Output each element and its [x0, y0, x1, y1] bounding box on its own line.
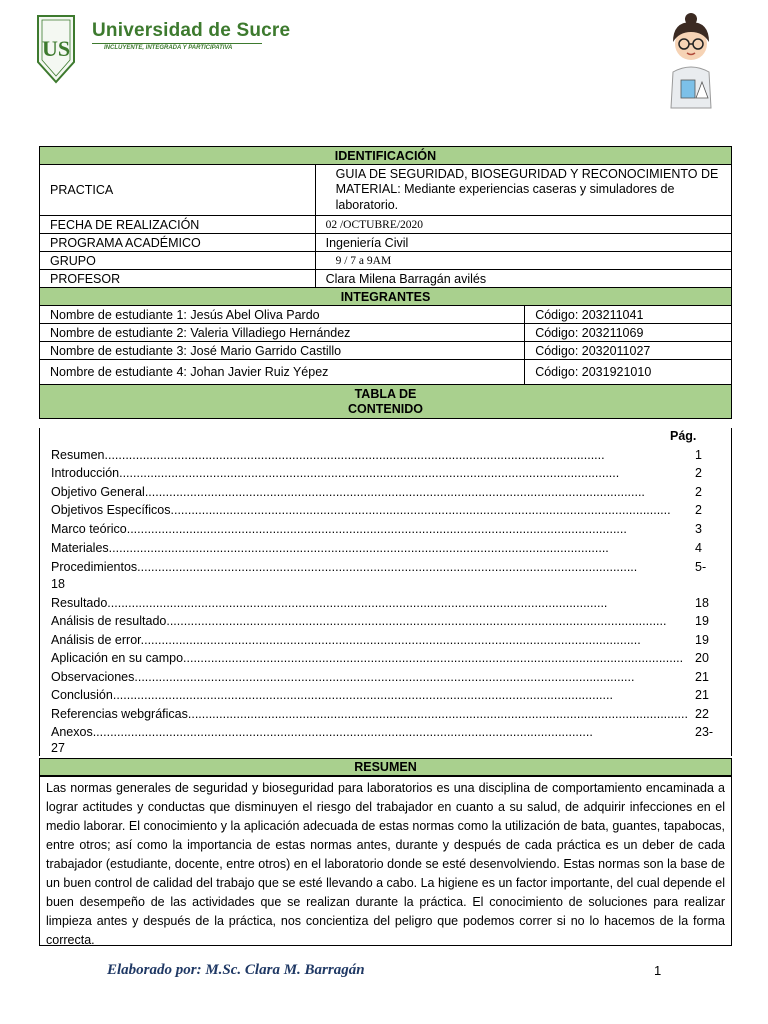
grupo-label: GRUPO — [40, 252, 316, 270]
toc-leader: ................................................................................................................................................ — [126, 522, 627, 536]
toc-leader: ................................................................................................................................................ — [137, 560, 638, 574]
university-name: Universidad de Sucre — [92, 20, 291, 41]
toc-item-page: 4 — [695, 541, 702, 555]
profesor-value: Clara Milena Barragán avilés — [315, 270, 731, 288]
toc-item-page: 2 — [695, 503, 702, 517]
toc-item-label: Anexos — [51, 725, 93, 739]
toc-item-label: Análisis de error — [51, 633, 141, 647]
toc-item — [51, 560, 701, 574]
toc-anexos-continuation: 27 — [51, 741, 65, 755]
toc-item-page: 2 — [695, 466, 702, 480]
toc-leader: ................................................................................................................................................ — [108, 541, 609, 555]
student-name: Nombre de estudiante 4: Johan Javier Ruiz Yépez — [40, 360, 525, 385]
university-slogan: INCLUYENTE, INTEGRADA Y PARTICIPATIVA — [104, 45, 233, 51]
toc-item-label: Resumen — [51, 448, 105, 462]
toc-item — [51, 725, 701, 739]
toc-item-page: 19 — [695, 614, 709, 628]
toc-leader: ................................................................................................................................................ — [119, 466, 620, 480]
practica-label: PRACTICA — [40, 165, 316, 216]
toc-item-page: 23- — [695, 725, 714, 739]
student-code: Código: 203211041 — [525, 306, 732, 324]
toc-item — [51, 651, 701, 665]
toc-item-label: Conclusión — [51, 688, 113, 702]
toc-item — [51, 633, 701, 647]
toc-item-label: Observaciones — [51, 670, 135, 684]
student-code: Código: 203211069 — [525, 324, 732, 342]
resumen-header: RESUMEN — [40, 759, 732, 776]
resumen-text: Las normas generales de seguridad y bioseguridad para laboratorios es una disciplina de comportamiento encaminada a lograr actitudes y conductas que disminuyen el riesgo del trabajador en cuanto a su salud, de adquirir infecciones en el medio laborar. El conocimiento y la aplicación adecuada de estas normas como la utilización de bata, guantes, tapabocas, entre otros; así como la importancia de estas normas antes, durante y después de cada práctica es un deber de cada trabajador (estudiante, docente, entre otros) en el laboratorio donde se esté desenvolviendo. Estas normas son la base de un buen control de calidad del trabajo que se esté llevando a cabo. La higiene es un factor importante, del cual depende el buen desempeño de las actividades que se realizan durante la práctica. El conocimiento de soluciones para realizar limpieza antes y después de la práctica, nos concientiza del peligro que podemos correr si no lo hacemos de la forma correcta. — [39, 776, 732, 946]
toc-item-page: 2 — [695, 485, 702, 499]
toc-leader: ................................................................................................................................................ — [107, 596, 608, 610]
toc-item-page: 20 — [695, 651, 709, 665]
tabla-title-2: CONTENIDO — [348, 401, 423, 416]
toc-item-page: 1 — [695, 448, 702, 462]
toc-item — [51, 466, 701, 480]
toc-item — [51, 448, 701, 462]
footer-author: Elaborado por: M.Sc. Clara M. Barragán — [107, 962, 365, 978]
toc-item-page: 21 — [695, 670, 709, 684]
programa-label: PROGRAMA ACADÉMICO — [40, 234, 316, 252]
practica-value: GUIA DE SEGURIDAD, BIOSEGURIDAD Y RECONOCIMIENTO DE MATERIAL: Mediante experiencias caseras y simuladores de laboratorio. — [315, 165, 731, 216]
resumen-header-table — [39, 758, 732, 776]
toc-leader: ................................................................................................................................................ — [170, 503, 671, 517]
toc-item — [51, 614, 701, 628]
toc-item-label: Procedimientos — [51, 560, 138, 574]
student-name: Nombre de estudiante 1: Jesús Abel Oliva Pardo — [40, 306, 525, 324]
toc-item — [51, 541, 701, 555]
toc-item-label: Referencias webgráficas — [51, 707, 188, 721]
student-code: Código: 2032011027 — [525, 342, 732, 360]
toc-item — [51, 522, 701, 536]
identificacion-header: IDENTIFICACIÓN — [40, 147, 732, 165]
toc-item — [51, 485, 701, 499]
toc-item-label: Introducción — [51, 466, 120, 480]
toc-item — [51, 503, 701, 517]
toc-item-page: 19 — [695, 633, 709, 647]
toc-item-page: 5- — [695, 560, 707, 574]
toc-item-label: Objetivos Específicos — [51, 503, 171, 517]
toc-item-label: Marco teórico — [51, 522, 127, 536]
tabla-contenido-header — [40, 385, 732, 419]
toc-leader: ................................................................................................................................................ — [134, 670, 635, 684]
toc-item-label: Materiales — [51, 541, 109, 555]
toc-item-page: 21 — [695, 688, 709, 702]
toc-leader: ................................................................................................................................................ — [144, 485, 645, 499]
tabla-title-1: TABLA DE — [354, 386, 417, 401]
integrantes-header: INTEGRANTES — [40, 288, 732, 306]
toc-item-label: Objetivo General — [51, 485, 145, 499]
toc-leader: ................................................................................................................................................ — [92, 725, 593, 739]
fecha-value: 02 /OCTUBRE/2020 — [315, 216, 731, 234]
toc-item-page: 22 — [695, 707, 709, 721]
table-of-contents — [39, 428, 732, 756]
toc-leader: ................................................................................................................................................ — [140, 633, 641, 647]
toc-item-label: Aplicación en su campo — [51, 651, 184, 665]
toc-leader: ................................................................................................................................................ — [112, 688, 613, 702]
profesor-label: PROFESOR — [40, 270, 316, 288]
toc-leader: ................................................................................................................................................ — [183, 651, 684, 665]
toc-item-page: 18 — [695, 596, 709, 610]
svg-text:US: US — [41, 36, 71, 61]
toc-item-label: Resultado — [51, 596, 108, 610]
grupo-value: 9 / 7 a 9AM — [315, 252, 731, 270]
student-name: Nombre de estudiante 2: Valeria Villadiego Hernández — [40, 324, 525, 342]
programa-value: Ingeniería Civil — [315, 234, 731, 252]
toc-item-label: Análisis de resultado — [51, 614, 167, 628]
toc-item — [51, 688, 701, 702]
toc-leader: ................................................................................................................................................ — [104, 448, 605, 462]
identification-table — [39, 146, 732, 419]
pag-label: Pág. — [670, 429, 697, 443]
page-number: 1 — [654, 963, 662, 978]
toc-leader: ................................................................................................................................................ — [166, 614, 667, 628]
fecha-label: FECHA DE REALIZACIÓN — [40, 216, 316, 234]
toc-item — [51, 596, 701, 610]
toc-item — [51, 670, 701, 684]
toc-procedimientos-continuation: 18 — [51, 577, 65, 591]
student-code: Código: 2031921010 — [525, 360, 732, 385]
toc-item-page: 3 — [695, 522, 702, 536]
scientist-avatar-icon — [658, 10, 724, 110]
university-logo — [36, 14, 76, 84]
header-divider — [92, 43, 262, 44]
toc-leader: ................................................................................................................................................ — [187, 707, 688, 721]
student-name: Nombre de estudiante 3: José Mario Garrido Castillo — [40, 342, 525, 360]
toc-item — [51, 707, 701, 721]
